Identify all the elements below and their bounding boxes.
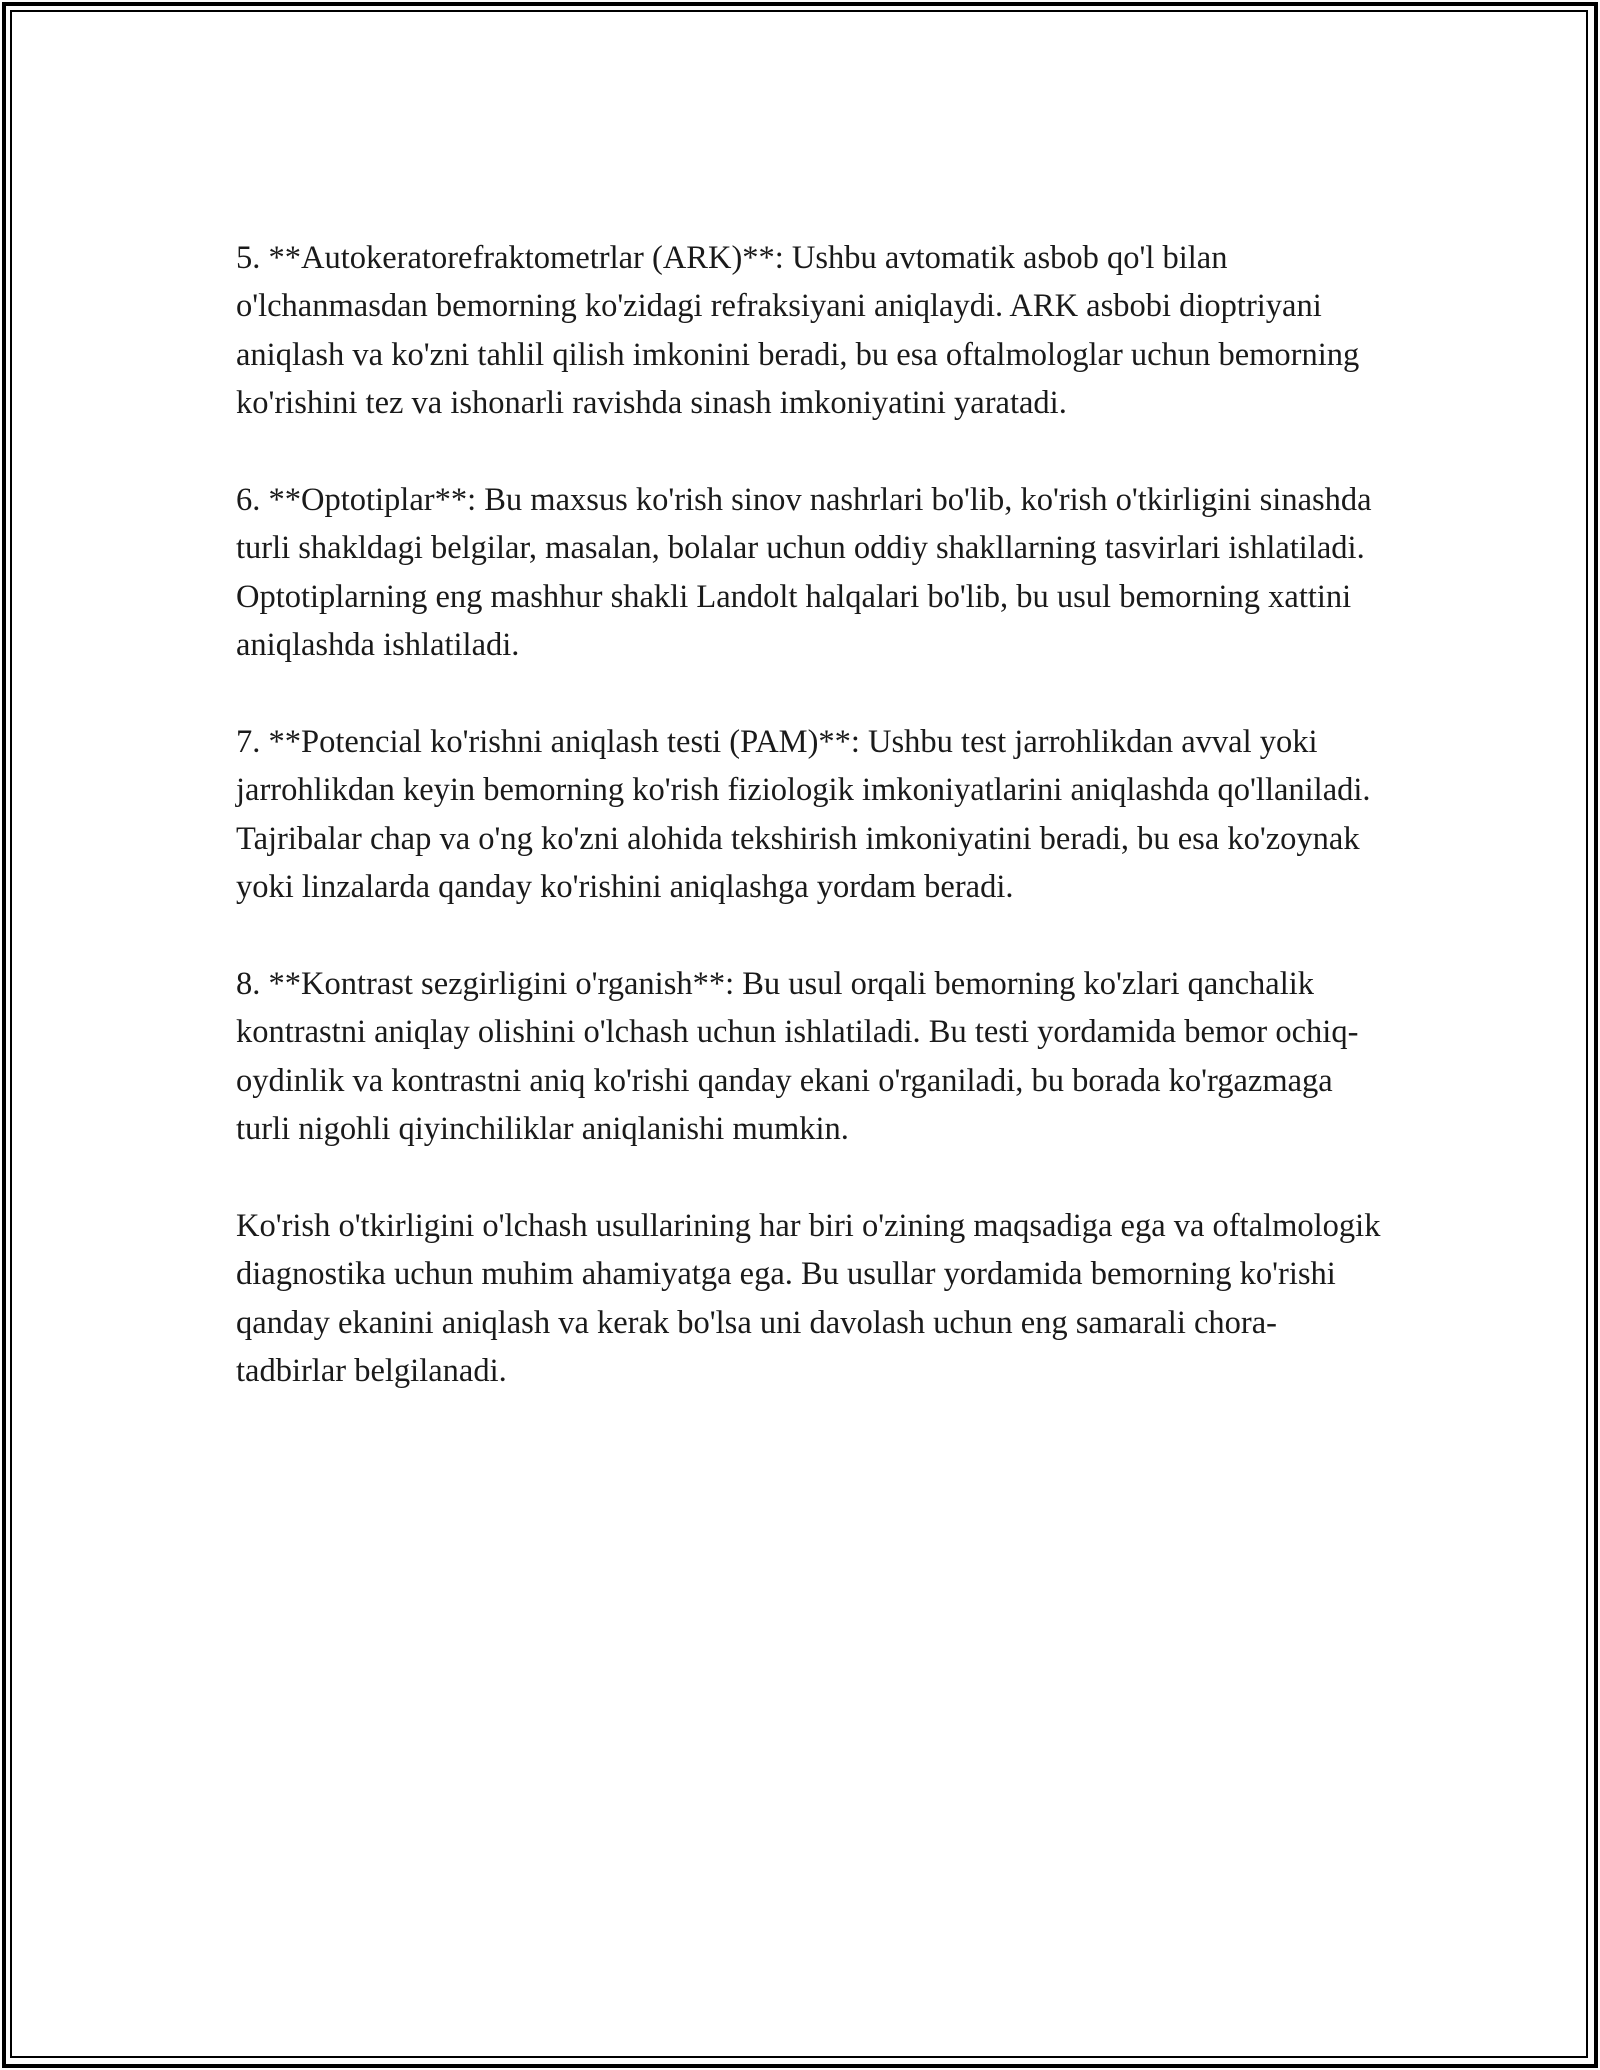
paragraph-optotiplar: 6. **Optotiplar**: Bu maxsus ko'rish sinov nashrlari bo'lib, ko'rish o'tkirligini sinashda turli shakldagi belgilar, masalan, bolalar uchun oddiy shakllarning tasvirlari ishlatiladi. Optotiplarning eng mashhur shakli Landolt halqalari bo'lib, bu usul bemorning xattini aniqlashda ishlatiladi. bbox=[236, 482, 1372, 664]
paragraph-kontrast: 8. **Kontrast sezgirligini o'rganish**: Bu usul orqali bemorning ko'zlari qanchalik kontrastni aniqlay olishini o'lchash uchun ishlatiladi. Bu testi yordamida bemor ochiq-oydinlik va kontrastni aniq ko'rishi qanday ekani o'rganiladi, bu borada ko'rgazmaga turli nigohli qiyinchiliklar aniqlanishi mumkin. bbox=[236, 966, 1359, 1148]
paragraph-ark: 5. **Autokeratorefraktometrlar (ARK)**: Ushbu avtomatik asbob qo'l bilan o'lchanmasdan bemorning ko'zidagi refraksiyani aniqlaydi. ARK asbobi dioptriyani aniqlash va ko'zni tahlil qilish imkonini beradi, bu esa oftalmologlar uchun bemorning ko'rishini tez va ishonarli ravishda sinash imkoniyatini yaratadi. bbox=[236, 240, 1360, 422]
document-body bbox=[236, 234, 1386, 1444]
paragraph-pam: 7. **Potencial ko'rishni aniqlash testi (PAM)**: Ushbu test jarrohlikdan avval yoki jarrohlikdan keyin bemorning ko'rish fiziologik imkoniyatlarini aniqlashda qo'llaniladi. Tajribalar chap va o'ng ko'zni alohida tekshirish imkoniyatini beradi, bu esa ko'zoynak yoki linzalarda qanday ko'rishini aniqlashga yordam beradi. bbox=[236, 724, 1371, 906]
paragraph-conclusion: Ko'rish o'tkirligini o'lchash usullarining har biri o'zining maqsadiga ega va oftalmologik diagnostika uchun muhim ahamiyatga ega. Bu usullar yordamida bemorning ko'rishi qanday ekanini aniqlash va kerak bo'lsa uni davolash uchun eng samarali chora-tadbirlar belgilanadi. bbox=[236, 1208, 1381, 1390]
